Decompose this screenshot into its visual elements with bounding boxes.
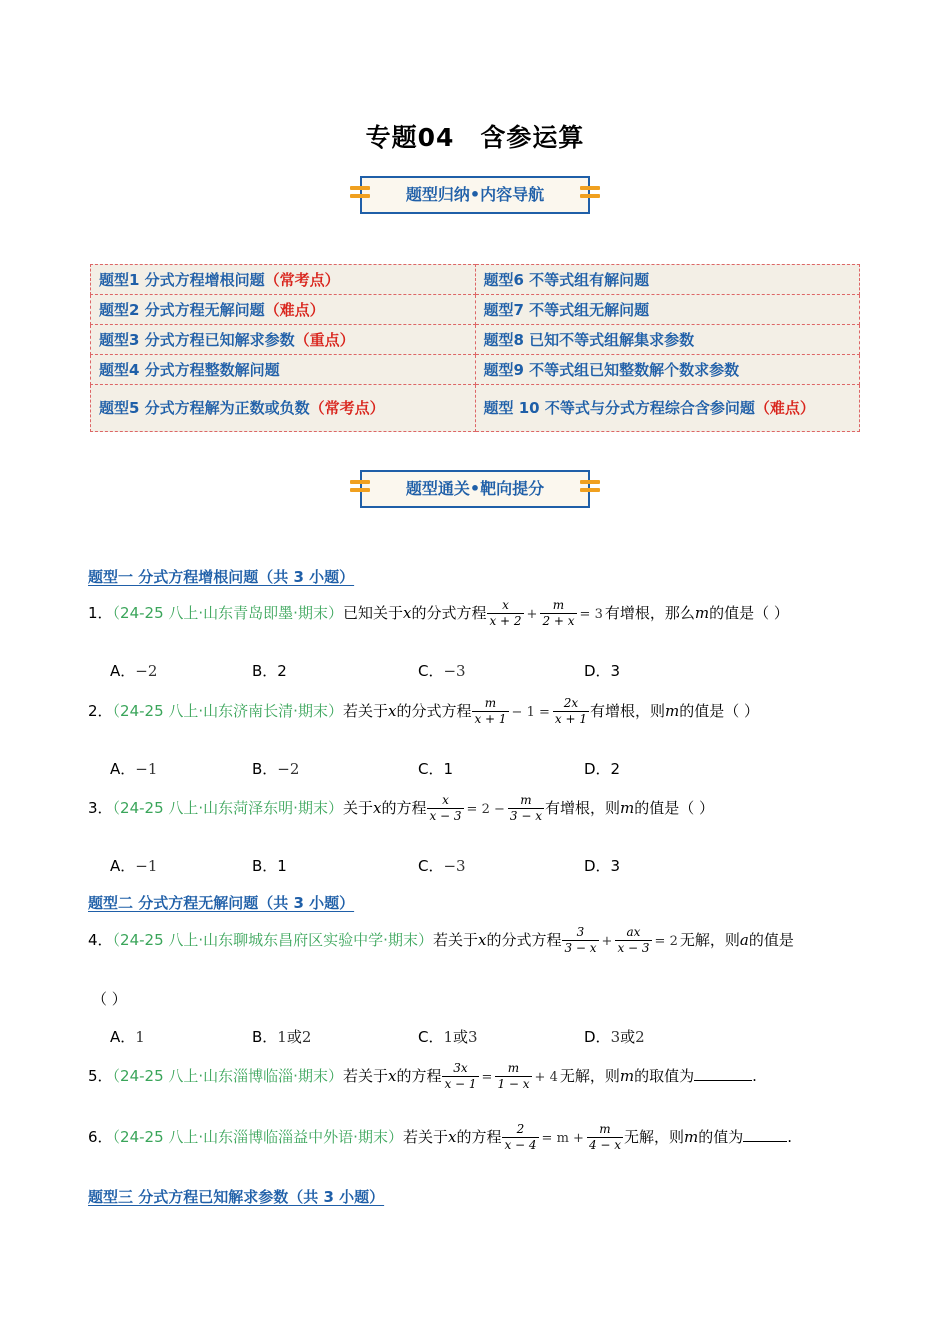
equals-decoration-icon <box>350 480 370 498</box>
option-b: B．1或2 <box>252 1028 312 1046</box>
question-4-bracket: （ ） <box>92 990 127 1008</box>
option-a: A．−2 <box>110 662 158 680</box>
toc-table <box>90 264 860 432</box>
option-c: C．−3 <box>418 662 466 680</box>
equals-decoration-icon <box>580 480 600 498</box>
option-c: C．1或3 <box>418 1028 478 1046</box>
toc-item: 题型4 分式方程整数解问题 <box>91 355 476 385</box>
option-d: D．2 <box>584 760 621 778</box>
practice-banner <box>360 470 590 508</box>
section-heading: 题型一 分式方程增根问题（共 3 小题） <box>88 568 355 586</box>
option-c: C．−3 <box>418 857 466 875</box>
question-6: 6．（24-25 八上·山东淄博临淄益中外语·期末）若关于x的方程 $\frac{2}{x - 4}$ = m + $\frac{m}{4 - x}$ 无解，则m的值为 . <box>88 1122 793 1152</box>
toc-item: 题型5 分式方程解为正数或负数（常考点） <box>91 385 476 432</box>
option-d: D．3 <box>584 857 621 875</box>
answer-blank[interactable] <box>743 1127 787 1142</box>
page-title: 专题04 含参运算 <box>365 123 585 152</box>
option-a: A．1 <box>110 1028 145 1046</box>
question-4: 4．（24-25 八上·山东聊城东昌府区实验中学·期末）若关于x的分式方程 $\frac{3}{3 - x}$ + $\frac{ax}{x - 3}$ = 2 无解，则a的值是 <box>88 925 794 955</box>
toc-item: 题型 10 不等式与分式方程综合含参问题（难点） <box>475 385 860 432</box>
equals-decoration-icon <box>580 186 600 204</box>
toc-item: 题型1 分式方程增根问题（常考点） <box>91 265 476 295</box>
toc-item: 题型3 分式方程已知解求参数（重点） <box>91 325 476 355</box>
option-a: A．−1 <box>110 760 158 778</box>
option-b: B．−2 <box>252 760 300 778</box>
option-b: B．1 <box>252 857 287 875</box>
toc-banner <box>360 176 590 214</box>
question-2: 2．（24-25 八上·山东济南长清·期末）若关于x的分式方程 $\frac{m}{x + 1}$ − 1 = $\frac{2x}{x + 1}$ 有增根，则m的值是（ ） <box>88 696 759 726</box>
option-a: A．−1 <box>110 857 158 875</box>
section-heading: 题型三 分式方程已知解求参数（共 3 小题） <box>88 1188 385 1206</box>
question-5: 5．（24-25 八上·山东淄博临淄·期末）若关于x的方程 $\frac{3x}{x - 1}$ = $\frac{m}{1 - x}$ + 4 无解，则m的取值为 . <box>88 1061 757 1091</box>
option-d: D．3 <box>584 662 621 680</box>
question-1: 1．（24-25 八上·山东青岛即墨·期末）已知关于x的分式方程 $\frac{x}{x + 2}$ + $\frac{m}{2 + x}$ = 3 有增根，那么m的值是（ ） <box>88 598 789 628</box>
section-heading: 题型二 分式方程无解问题（共 3 小题） <box>88 894 355 912</box>
toc-item: 题型2 分式方程无解问题（难点） <box>91 295 476 325</box>
option-c: C．1 <box>418 760 454 778</box>
toc-item: 题型8 已知不等式组解集求参数 <box>475 325 860 355</box>
toc-banner-label: 题型归纳•内容导航 <box>405 185 545 204</box>
option-d: D．3或2 <box>584 1028 645 1046</box>
toc-item: 题型6 不等式组有解问题 <box>475 265 860 295</box>
option-b: B．2 <box>252 662 287 680</box>
toc-item: 题型9 不等式组已知整数解个数求参数 <box>475 355 860 385</box>
equals-decoration-icon <box>350 186 370 204</box>
question-3: 3．（24-25 八上·山东菏泽东明·期末）关于x的方程 $\frac{x}{x - 3}$ = 2 − $\frac{m}{3 - x}$ 有增根，则m的值是（ ） <box>88 793 714 823</box>
toc-item: 题型7 不等式组无解问题 <box>475 295 860 325</box>
practice-banner-label: 题型通关•靶向提分 <box>405 479 545 498</box>
answer-blank[interactable] <box>694 1066 752 1081</box>
